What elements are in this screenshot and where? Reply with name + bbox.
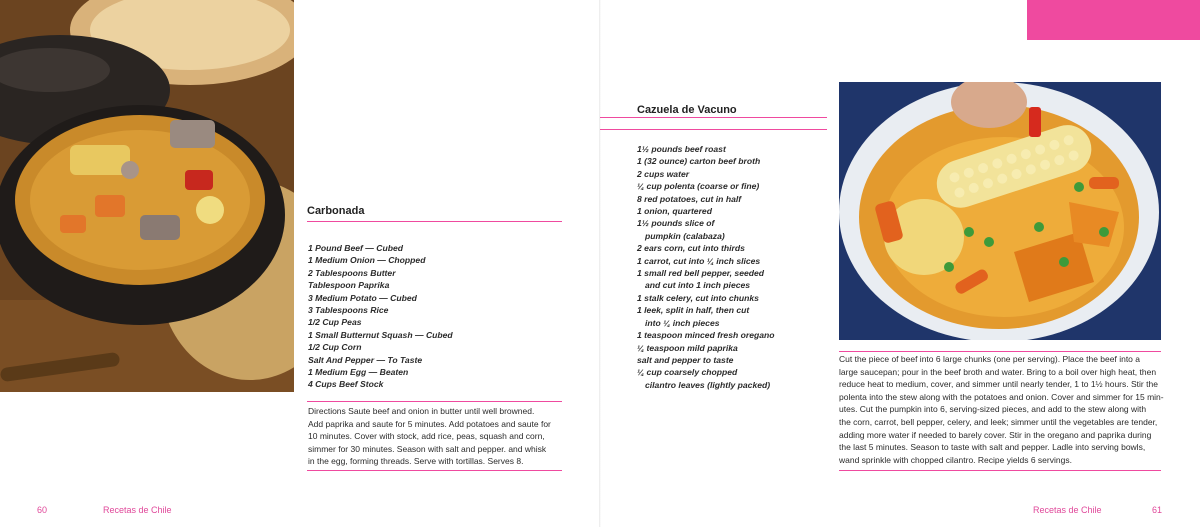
ingredient-line: 1 teaspoon minced fresh oregano <box>637 330 775 341</box>
ingredient-line: pumpkin (calabaza) <box>645 230 725 241</box>
ingredient-line: 3 Medium Potato — Cubed <box>308 292 417 303</box>
ingredient-line: 1 Medium Egg — Beaten <box>308 367 409 378</box>
corner-accent-block <box>1027 0 1200 40</box>
directions-line: wand sprinkle with chopped cilantro. Recipe yields 6 servings. <box>839 454 1072 465</box>
ingredient-line: 1 Small Butternut Squash — Cubed <box>308 329 453 340</box>
carbonada-directions <box>308 405 568 468</box>
ingredient-line: 1 Medium Onion — Chopped <box>308 255 426 266</box>
running-title-left: Recetas de Chile <box>103 505 172 515</box>
directions-line: polenta into the stew along with the potatoes and onion. Cover and simmer for 15 min- <box>839 391 1164 402</box>
ingredient-line: 4 Cups Beef Stock <box>308 379 384 390</box>
directions-line: reduce heat to medium, cover, and simmer until nearly tender, 1 to 1½ hours. Stir the <box>839 379 1158 390</box>
ingredient-line: and cut into 1 inch pieces <box>645 280 751 291</box>
ingredient-line: 1 (32 ounce) carton beef broth <box>637 156 761 167</box>
ingredient-line: ¼ teaspoon mild paprika <box>637 342 738 353</box>
cazuela-title: Cazuela de Vacuno <box>637 104 737 116</box>
carbonada-directions-rule <box>307 401 562 402</box>
cazuela-title-rule <box>600 117 827 118</box>
ingredient-line: 1½ pounds beef roast <box>637 144 726 154</box>
ingredient-line: 2 ears corn, cut into thirds <box>637 243 745 254</box>
cazuela-ingredients <box>637 143 837 391</box>
ingredient-line: into ¼ inch pieces <box>645 317 720 328</box>
cazuela-bottom-rule <box>839 470 1161 471</box>
ingredient-line: ¼ cup polenta (coarse or fine) <box>637 181 760 192</box>
ingredient-line: 1 small red bell pepper, seeded <box>637 268 765 279</box>
ingredient-line: 8 red potatoes, cut in half <box>637 193 742 204</box>
ingredient-line: 1 carrot, cut into ¼ inch slices <box>637 255 761 266</box>
directions-line: adding more water if needed to barely cover. Stir in the oregano and paprika during <box>839 429 1152 440</box>
ingredient-line: 1/2 Cup Peas <box>308 317 362 328</box>
ingredient-line: 1 leek, split in half, then cut <box>637 305 750 316</box>
ingredient-line: cilantro leaves (lightly packed) <box>645 379 771 390</box>
carbonada-photo <box>0 0 294 392</box>
directions-line: large saucepan; pour in the beef broth and water. Bring to a boil over high heat, then <box>839 366 1157 377</box>
directions-line: Directions Saute beef and onion in butter until well browned. <box>308 406 535 416</box>
ingredient-line: 1/2 Cup Corn <box>308 342 362 353</box>
ingredient-line: Salt And Pepper — To Taste <box>308 354 423 365</box>
ingredient-line: 2 Tablespoons Butter <box>308 267 396 278</box>
carbonada-title-rule <box>307 221 562 222</box>
running-title-right: Recetas de Chile <box>1033 505 1102 515</box>
ingredient-line: 1½ pounds slice of <box>637 218 715 229</box>
carbonada-ingredients <box>308 242 558 391</box>
ingredient-line: 1 stalk celery, cut into chunks <box>637 292 759 303</box>
page-number-right: 61 <box>1152 505 1163 515</box>
carbonada-title: Carbonada <box>307 205 365 217</box>
book-spine <box>599 0 601 527</box>
directions-line: simmer for 30 minutes. Season with salt and pepper. and whisk <box>308 443 547 454</box>
ingredient-line: 1 onion, quartered <box>637 206 712 217</box>
directions-line: 10 minutes. Cover with stock, add rice, peas, squash and corn, <box>308 431 545 442</box>
ingredient-line: Tablespoon Paprika <box>308 280 390 291</box>
directions-line: utes. Cut the pumpkin into 6, serving-sized pieces, and add to the stew along with <box>839 404 1147 415</box>
directions-line: the last 5 minutes. Season to taste with salt and pepper. Ladle into serving bowls, <box>839 442 1146 453</box>
ingredient-line: 1 Pound Beef — Cubed <box>308 243 404 253</box>
cazuela-directions <box>839 353 1169 466</box>
directions-line: Cut the piece of beef into 6 large chunks (one per serving). Place the beef into a <box>839 354 1140 364</box>
ingredient-line: 3 Tablespoons Rice <box>308 305 389 316</box>
page-number-left: 60 <box>37 505 48 515</box>
carbonada-bottom-rule <box>307 470 562 471</box>
directions-line: Add paprika and saute for 5 minutes. Add potatoes and saute for <box>308 418 551 429</box>
ingredient-line: salt and pepper to taste <box>637 354 734 365</box>
directions-line: in the egg, forming threads. Serve with tortillas. Serves 8. <box>308 456 524 467</box>
directions-line: the corn, carrot, bell pepper, celery, and leek; simmer until the vegetables are tender, <box>839 416 1158 427</box>
bowl-icon <box>0 0 294 392</box>
ingredient-line: ¼ cup coarsely chopped <box>637 367 738 378</box>
cazuela-title-rule-2 <box>600 129 827 130</box>
cazuela-photo <box>839 82 1161 340</box>
soup-bowl-icon <box>839 82 1161 340</box>
ingredient-line: 2 cups water <box>637 168 690 179</box>
cazuela-directions-rule <box>839 351 1161 352</box>
